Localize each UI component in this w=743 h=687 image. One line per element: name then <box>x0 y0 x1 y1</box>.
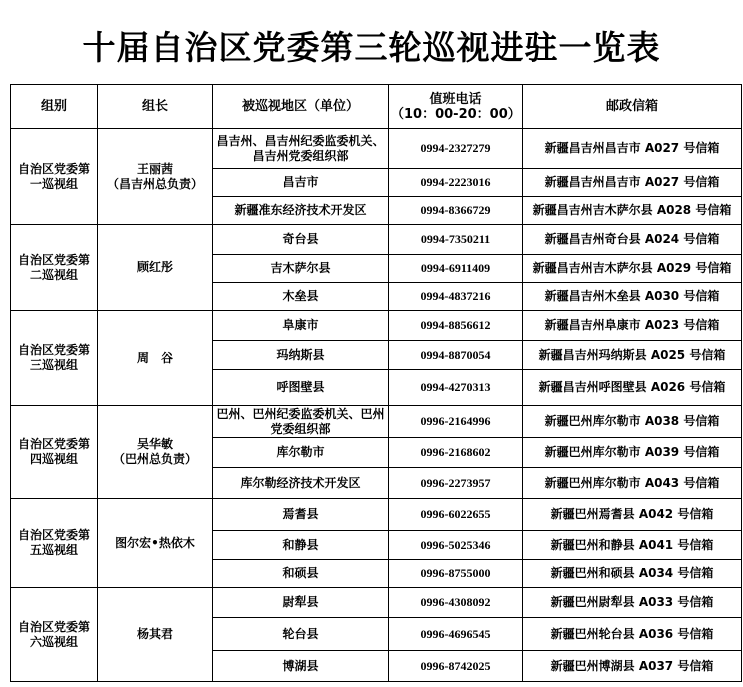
postal-mailbox: 新疆昌吉州昌吉市 A027 号信箱 <box>523 169 742 197</box>
postal-mailbox: 新疆昌吉州吉木萨尔县 A028 号信箱 <box>523 197 742 225</box>
patrolled-area: 玛纳斯县 <box>213 341 389 370</box>
duty-phone: 0994-4270313 <box>389 370 523 406</box>
patrol-roster-table <box>10 84 742 682</box>
header-group: 组别 <box>11 85 98 129</box>
postal-mailbox: 新疆巴州轮台县 A036 号信箱 <box>523 618 742 651</box>
postal-mailbox: 新疆巴州焉耆县 A042 号信箱 <box>523 499 742 531</box>
duty-phone: 0994-8870054 <box>389 341 523 370</box>
duty-phone: 0996-2168602 <box>389 438 523 468</box>
header-leader: 组长 <box>98 85 213 129</box>
patrolled-area: 昌吉市 <box>213 169 389 197</box>
header-phone <box>389 85 523 129</box>
duty-phone: 0996-8755000 <box>389 560 523 588</box>
group-name: 自治区党委第三巡视组 <box>11 311 98 406</box>
duty-phone: 0996-4696545 <box>389 618 523 651</box>
patrolled-area: 昌吉州、昌吉州纪委监委机关、昌吉州党委组织部 <box>213 129 389 169</box>
header-mailbox: 邮政信箱 <box>523 85 742 129</box>
duty-phone: 0994-6911409 <box>389 255 523 283</box>
duty-phone: 0994-2327279 <box>389 129 523 169</box>
table-row <box>11 311 742 341</box>
header-phone-label: 值班电话 <box>429 91 482 107</box>
patrolled-area: 尉犁县 <box>213 588 389 618</box>
postal-mailbox: 新疆巴州库尔勒市 A043 号信箱 <box>523 468 742 499</box>
patrolled-area: 和硕县 <box>213 560 389 588</box>
postal-mailbox: 新疆昌吉州木垒县 A030 号信箱 <box>523 283 742 311</box>
duty-phone: 0996-6022655 <box>389 499 523 531</box>
group-leader: 周 谷 <box>136 350 173 365</box>
group-leader-note: （昌吉州总负责） <box>106 176 203 191</box>
header-area: 被巡视地区（单位） <box>213 85 389 129</box>
group-leader-cell <box>98 225 213 311</box>
patrolled-area: 博湖县 <box>213 651 389 682</box>
group-name: 自治区党委第五巡视组 <box>11 499 98 588</box>
patrolled-area: 呼图壁县 <box>213 370 389 406</box>
group-leader: 顾红彤 <box>136 260 173 274</box>
postal-mailbox: 新疆昌吉州昌吉市 A027 号信箱 <box>523 129 742 169</box>
postal-mailbox: 新疆昌吉州阜康市 A023 号信箱 <box>523 311 742 341</box>
patrolled-area: 库尔勒市 <box>213 438 389 468</box>
table-header-row <box>11 85 742 129</box>
patrolled-area: 轮台县 <box>213 618 389 651</box>
group-leader-note: （巴州总负责） <box>112 452 197 466</box>
table-row <box>11 499 742 531</box>
table-row <box>11 406 742 438</box>
duty-phone: 0996-2164996 <box>389 406 523 438</box>
patrolled-area: 吉木萨尔县 <box>213 255 389 283</box>
patrolled-area: 库尔勒经济技术开发区 <box>213 468 389 499</box>
group-leader: 杨其君 <box>136 627 173 641</box>
postal-mailbox: 新疆巴州尉犁县 A033 号信箱 <box>523 588 742 618</box>
postal-mailbox: 新疆昌吉州吉木萨尔县 A029 号信箱 <box>523 255 742 283</box>
group-leader: 吴华敏 <box>136 437 173 451</box>
postal-mailbox: 新疆巴州库尔勒市 A039 号信箱 <box>523 438 742 468</box>
patrolled-area: 木垒县 <box>213 283 389 311</box>
patrolled-area: 焉耆县 <box>213 499 389 531</box>
group-name: 自治区党委第二巡视组 <box>11 225 98 311</box>
postal-mailbox: 新疆巴州库尔勒市 A038 号信箱 <box>523 406 742 438</box>
patrolled-area: 阜康市 <box>213 311 389 341</box>
patrolled-area: 新疆准东经济技术开发区 <box>213 197 389 225</box>
duty-phone: 0994-8856612 <box>389 311 523 341</box>
duty-phone: 0994-7350211 <box>389 225 523 255</box>
patrolled-area: 奇台县 <box>213 225 389 255</box>
patrolled-area: 巴州、巴州纪委监委机关、巴州党委组织部 <box>213 406 389 438</box>
duty-phone: 0996-4308092 <box>389 588 523 618</box>
postal-mailbox: 新疆昌吉州呼图壁县 A026 号信箱 <box>523 370 742 406</box>
postal-mailbox: 新疆昌吉州奇台县 A024 号信箱 <box>523 225 742 255</box>
postal-mailbox: 新疆昌吉州玛纳斯县 A025 号信箱 <box>523 341 742 370</box>
table-row <box>11 129 742 169</box>
table-row <box>11 225 742 255</box>
page-title: 十届自治区党委第三轮巡视进驻一览表 <box>82 28 661 67</box>
postal-mailbox: 新疆巴州和硕县 A034 号信箱 <box>523 560 742 588</box>
group-leader-cell <box>98 499 213 588</box>
duty-phone: 0996-8742025 <box>389 651 523 682</box>
group-name: 自治区党委第四巡视组 <box>11 406 98 499</box>
group-name: 自治区党委第六巡视组 <box>11 588 98 682</box>
patrolled-area: 和静县 <box>213 531 389 560</box>
group-leader-cell <box>98 129 213 225</box>
postal-mailbox: 新疆巴州博湖县 A037 号信箱 <box>523 651 742 682</box>
group-leader-cell <box>98 311 213 406</box>
duty-phone: 0994-4837216 <box>389 283 523 311</box>
duty-phone: 0996-5025346 <box>389 531 523 560</box>
group-leader-cell <box>98 406 213 499</box>
duty-phone: 0996-2273957 <box>389 468 523 499</box>
group-leader: 王丽茜 <box>136 161 173 176</box>
duty-phone: 0994-8366729 <box>389 197 523 225</box>
table-row <box>11 588 742 618</box>
duty-phone: 0994-2223016 <box>389 169 523 197</box>
group-leader-cell <box>98 588 213 682</box>
postal-mailbox: 新疆巴州和静县 A041 号信箱 <box>523 531 742 560</box>
group-name: 自治区党委第一巡视组 <box>11 129 98 225</box>
header-phone-hours: （10：00-20：00） <box>391 106 521 122</box>
group-leader: 图尔宏•热依木 <box>115 535 195 550</box>
